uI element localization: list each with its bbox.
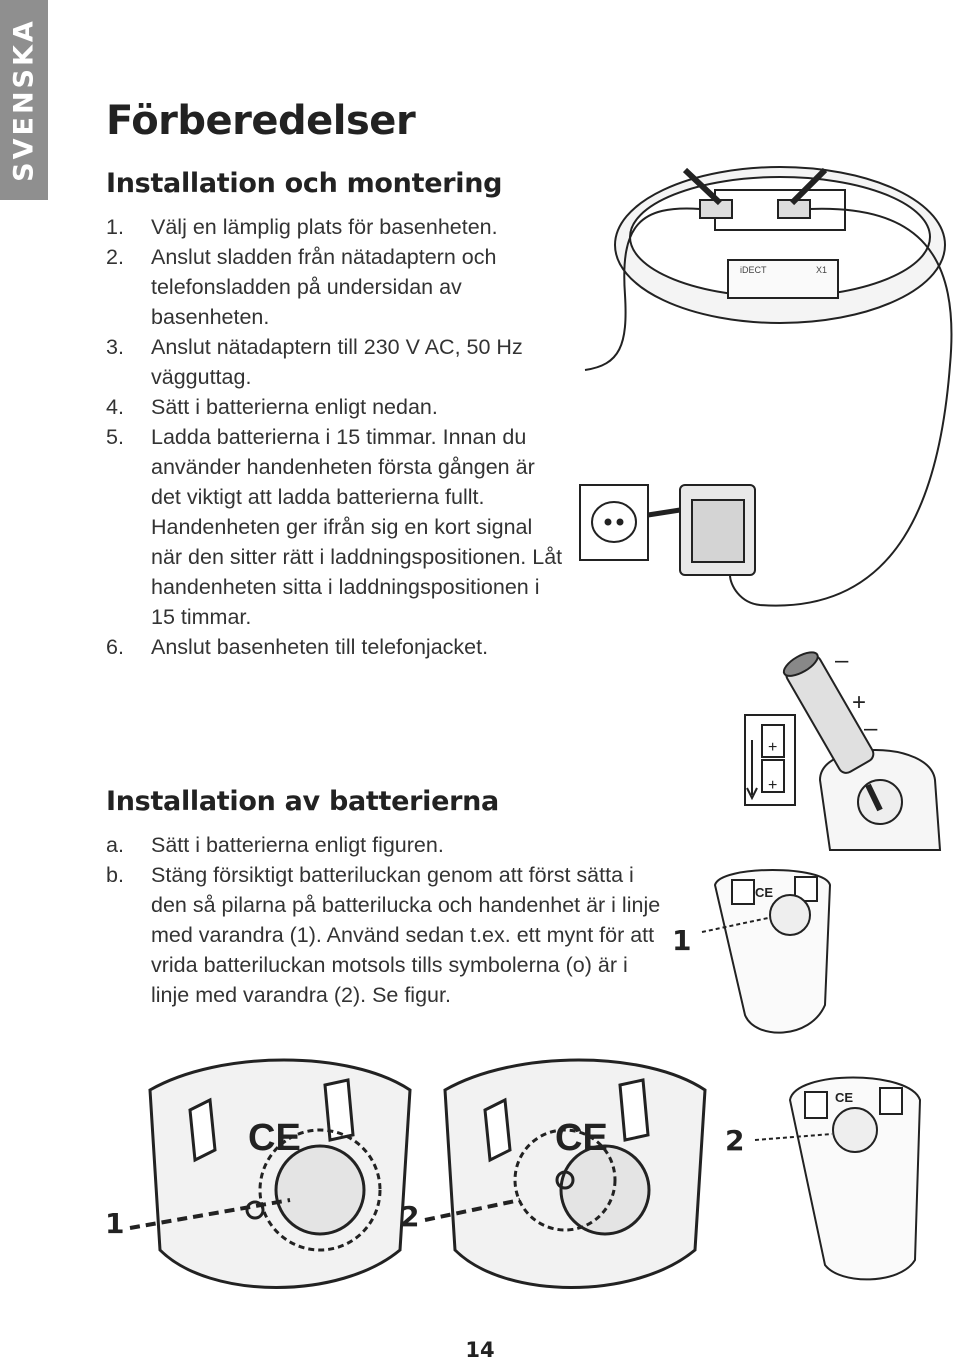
page-number: 14 — [465, 1338, 495, 1362]
handset-step1-illustration — [660, 855, 840, 1040]
list-item — [106, 422, 566, 632]
minus-sign-top: – — [835, 647, 849, 674]
step-text: Sätt i batterierna enligt nedan. — [151, 395, 438, 419]
step-text: Anslut nätadaptern till 230 V AC, 50 Hz vägguttag. — [151, 335, 523, 389]
callout-1-top: 1 — [672, 924, 692, 957]
callout-1-bottom: 1 — [105, 1207, 125, 1240]
base-station-brand: iDECT — [740, 265, 767, 275]
ce-mark: CE — [755, 885, 774, 900]
callout-2-top: 2 — [725, 1124, 745, 1157]
step-number: b. — [106, 863, 124, 887]
step-number: 4. — [106, 395, 124, 419]
language-tab — [0, 0, 48, 200]
step-number: 2. — [106, 245, 124, 269]
base-station-model: X1 — [816, 265, 828, 275]
ce-mark: CE — [248, 1117, 301, 1159]
handset-step2-illustration — [720, 1070, 955, 1285]
step-text: Stäng försiktigt batteriluckan genom att först sätta i den så pilarna på batterilucka och handenhet är i linje med varandra (1). Använd sedan t.ex. ett mynt för att vrida batteriluckan motsols tills symbolerna (o) är i linje med varandra (2). Se figur. — [151, 863, 661, 1007]
step-number: 6. — [106, 635, 124, 659]
battery-steps — [106, 830, 666, 1010]
language-tab-label: SVENSKA — [8, 18, 40, 182]
battery-plus-sign-2: + — [768, 777, 778, 794]
page-title: Förberedelser — [106, 98, 416, 144]
closeup-step1-illustration — [100, 1050, 420, 1290]
battery-plus-sign: + — [768, 739, 778, 756]
installation-steps — [106, 212, 566, 662]
list-item — [106, 830, 666, 860]
step-text: Anslut sladden från nätadaptern och telefonsladden på undersidan av basenheten. — [151, 245, 497, 329]
list-item — [106, 332, 566, 392]
callout-2-bottom: 2 — [400, 1200, 420, 1233]
section-heading-batteries: Installation av batterierna — [106, 786, 499, 817]
ce-mark: CE — [555, 1117, 608, 1159]
list-item — [106, 392, 566, 422]
step-number: 1. — [106, 215, 124, 239]
battery-insertion-illustration — [740, 640, 955, 850]
closeup-step2-illustration — [395, 1050, 715, 1290]
list-item — [106, 242, 566, 332]
section-heading-installation: Installation och montering — [106, 168, 503, 199]
step-text: Välj en lämplig plats för basenheten. — [151, 215, 498, 239]
step-text: Sätt i batterierna enligt figuren. — [151, 833, 444, 857]
list-item — [106, 632, 566, 662]
list-item — [106, 860, 666, 1010]
ce-mark: CE — [835, 1090, 854, 1105]
step-text: Ladda batterierna i 15 timmar. Innan du använder handenheten första gången är det viktigt att ladda batterierna fullt. Handenheten ger ifrån sig en kort signal när den sitter rätt i laddningspositionen. Låt handenheten sitta i laddningspositionen i 15 timmar. — [151, 425, 563, 629]
step-number: 3. — [106, 335, 124, 359]
base-station-illustration — [580, 165, 960, 615]
minus-sign-bottom: – — [864, 715, 878, 742]
step-text: Anslut basenheten till telefonjacket. — [151, 635, 489, 659]
plus-sign-top: + — [852, 689, 867, 716]
step-number: 5. — [106, 425, 124, 449]
list-item — [106, 212, 566, 242]
step-number: a. — [106, 833, 124, 857]
